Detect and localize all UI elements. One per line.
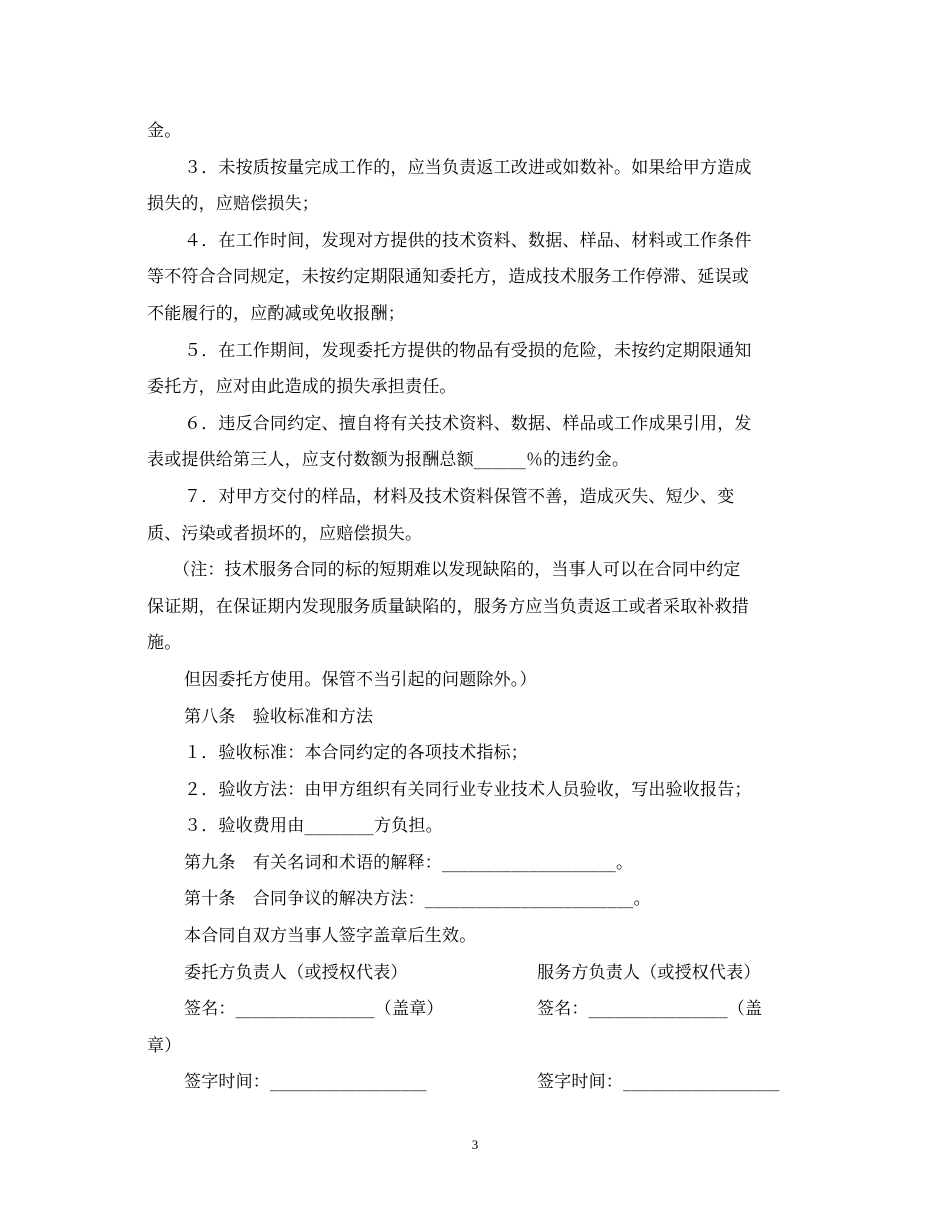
note-line: 但因委托方使用。保管不当引起的问题除外。） [184,669,537,690]
clause-5-line: 委托方，应对由此造成的损失承担责任。 [147,377,457,398]
clause-4-line: ４．在工作时间，发现对方提供的技术资料、数据、样品、材料或工作条件 [184,230,752,251]
client-sign-date-field: 签字时间：__________________ [184,1072,427,1093]
article-8-item: ２．验收方法：由甲方组织有关同行业专业技术人员验收，写出验收报告； [184,779,752,800]
document-body [147,113,802,1101]
clause-6-line: 表或提供给第三人，应支付数额为报酬总额______％的违约金。 [147,450,630,471]
note-line: 施。 [147,633,182,654]
clause-4-line: 等不符合合同规定，未按约定期限通知委托方，造成技术服务工作停滞、延误或 [147,267,749,288]
article-8-item: １．验收标准：本合同约定的各项技术指标； [184,743,528,764]
clause-7-line: ７．对甲方交付的样品，材料及技术资料保管不善，造成灭失、短少、变 [184,486,735,507]
note-line: 保证期，在保证期内发现服务质量缺陷的，服务方应当负责返工或者采取补救措 [147,596,749,617]
clause-4-line: 不能履行的，应酌减或免收报酬； [147,303,405,324]
signature-row [147,991,802,1028]
provider-representative-title: 服务方负责人（或授权代表） [537,962,761,983]
effect-clause: 本合同自双方当事人签字盖章后生效。 [184,926,477,947]
provider-signature-field: 签名：________________（盖 [537,999,763,1020]
clause-3-line: 损失的，应赔偿损失； [147,194,319,215]
article-9-line: 第九条 有关名词和术语的解释：____________________。 [184,852,634,873]
client-representative-title: 委托方负责人（或授权代表） [184,962,408,983]
clause-3-line: ３．未按质按量完成工作的，应当负责返工改进或如数补。如果给甲方造成 [184,157,752,178]
page-number: 3 [471,1137,479,1152]
clause-5-line: ５．在工作期间，发现委托方提供的物品有受损的危险，未按约定期限通知 [184,340,752,361]
clause-7-line: 质、污染或者损坏的，应赔偿损失。 [147,523,423,544]
article-8-item: ３．验收费用由________方负担。 [184,816,443,837]
provider-sign-date-field: 签字时间：__________________ [537,1072,780,1093]
signature-date-row [147,1064,802,1101]
note-line: （注：技术服务合同的标的短期难以发现缺陷的，当事人可以在合同中约定 [173,560,741,581]
signature-titles-row [147,955,802,992]
paragraph-line: 金。 [147,121,182,141]
provider-signature-wrap: 章） [147,1035,182,1056]
client-signature-field: 签名：________________（盖章） [184,999,444,1020]
clause-6-line: ６．违反合同约定、擅自将有关技术资料、数据、样品或工作成果引用，发 [184,413,752,434]
article-8-heading: 第八条 验收标准和方法 [184,706,374,727]
article-10-line: 第十条 合同争议的解决方法：________________________。 [184,889,651,910]
